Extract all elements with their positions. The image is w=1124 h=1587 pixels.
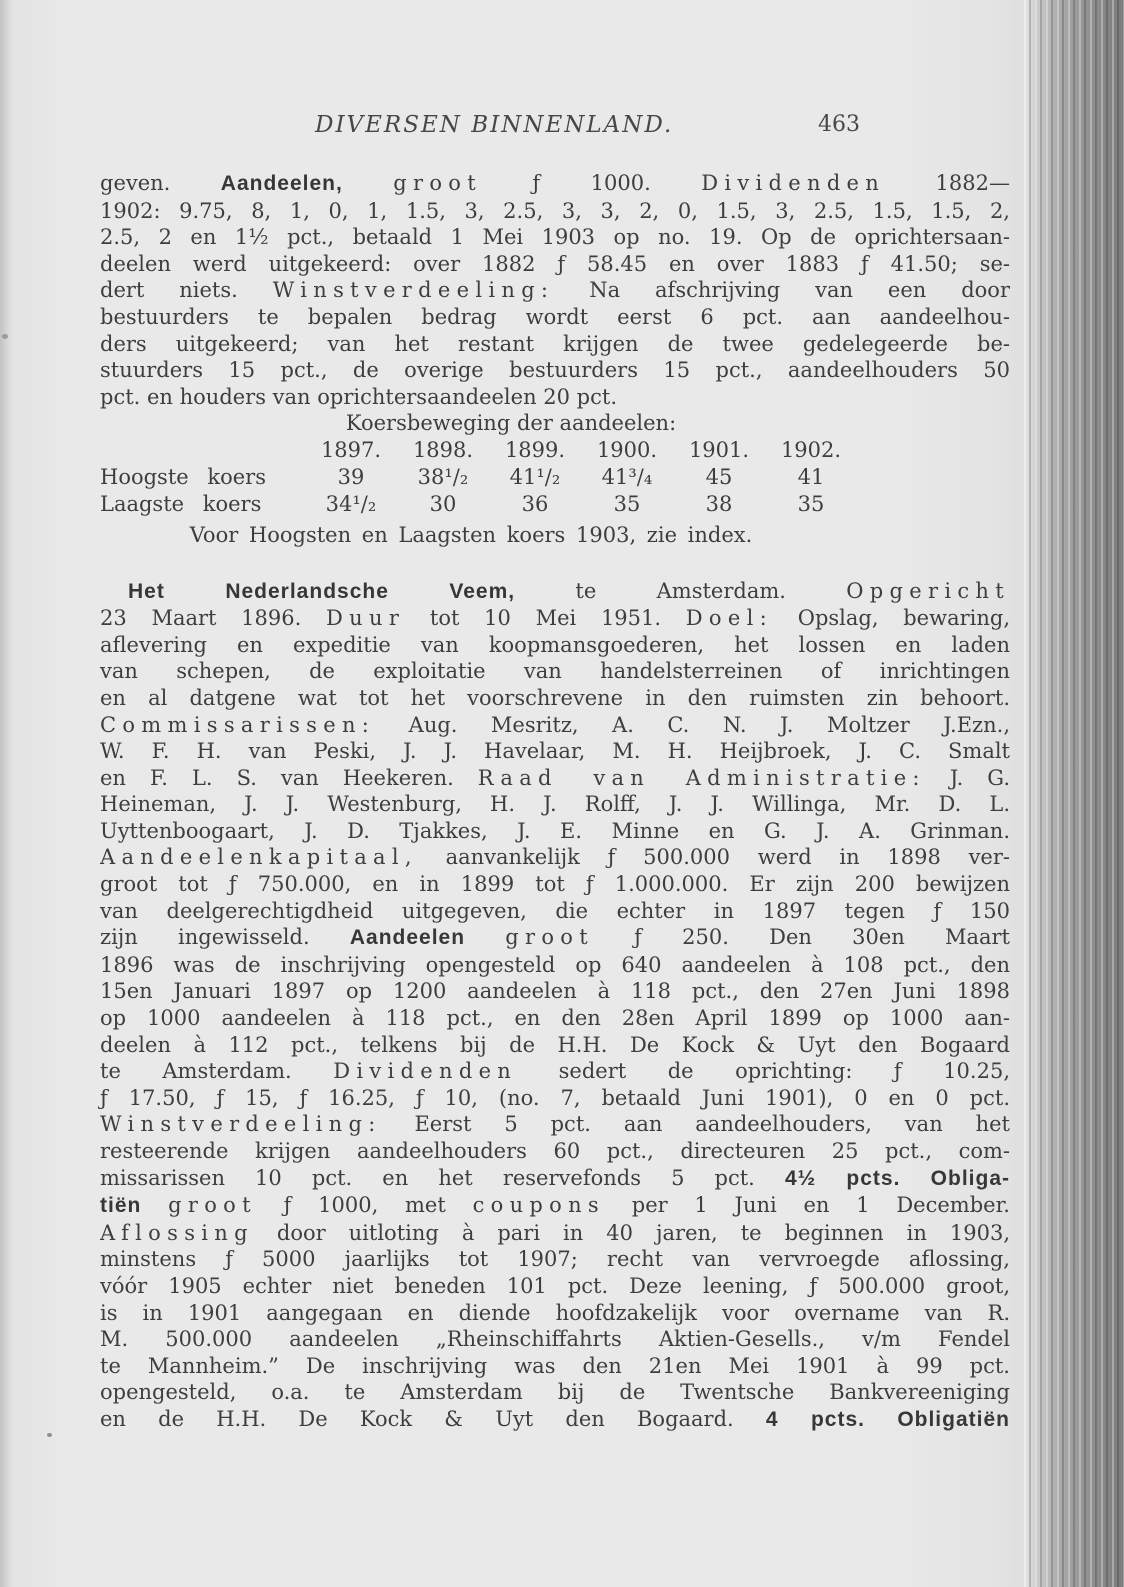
table-cell: 41¹/₂ [509, 464, 561, 489]
text-line [100, 304, 1010, 331]
table-cell: 45 [705, 464, 733, 489]
text-run: M. 500.000 aandeelen „Rheinschiffahrts Aktien-Gesells., v/m Fendel [100, 1327, 1010, 1352]
text-line [100, 1300, 1010, 1327]
text-run: groot [505, 925, 594, 950]
page-content [100, 0, 1010, 1434]
text-run: vóór 1905 echter niet beneden 101 pct. Deze leening, ƒ 500.000 groot, [100, 1273, 1010, 1298]
text-run: Winstverdeeling: [100, 1112, 382, 1137]
year-header-cell: 1900. [596, 437, 658, 462]
text-run: en de H.H. De Kock & Uyt den Bogaard. [100, 1406, 766, 1431]
text-run: groot [168, 1193, 257, 1218]
text-line [100, 251, 1010, 278]
text-line [100, 791, 1010, 818]
text-line [100, 1085, 1010, 1112]
table-cell: 41 [797, 464, 825, 489]
text-run: Aug. Mesritz, A. C. N. J. Moltzer J.Ezn., [375, 712, 1010, 737]
book-binding-page-edges [1024, 0, 1124, 1587]
text-run: Duur [326, 606, 406, 631]
bold-heading-run: 4½ pcts. Obliga- [784, 1166, 1010, 1190]
text-run: te Mannheim.” De inschrijving was den 21en Mei 1901 à 99 pct. [100, 1353, 1010, 1378]
text-line [100, 712, 1010, 739]
text-run: ders uitgekeerd; van het restant krijgen de twee gedelegeerde be- [100, 331, 1010, 356]
text-run: is in 1901 aangegaan en diende hoofdzakelijk voor overname van R. [100, 1300, 1010, 1325]
text-run: ƒ 1000, met [256, 1193, 473, 1218]
text-line [100, 357, 1010, 384]
text-line [100, 605, 1010, 632]
text-line [100, 871, 1010, 898]
text-run: 1896 was de inschrijving opengesteld op 640 aandeelen à 108 pct., den [100, 952, 1010, 977]
text-run: door uitloting à pari in 40 jaren, te beginnen in 1903, [253, 1220, 1010, 1245]
text-run: missarissen 10 pct. en het reservefonds 5 pct. [100, 1165, 785, 1190]
text-line [100, 384, 1010, 411]
text-run: Raad van Administratie: [477, 765, 926, 790]
text-run: geven. [100, 171, 221, 195]
text-line [100, 1379, 1010, 1406]
table-cell: 39 [337, 464, 365, 489]
table-cell: 34¹/₂ [325, 491, 377, 516]
text-line [100, 170, 1010, 198]
text-run: Aflossing [100, 1220, 254, 1245]
text-run: 2.5, 2 en 1½ pct., betaald 1 Mei 1903 op no. 19. Op de oprichtersaan- [100, 225, 1010, 250]
text-line [100, 1005, 1010, 1032]
bold-heading-run: 4 pcts. Obligatiën [765, 1407, 1010, 1431]
text-line [100, 924, 1010, 952]
page-number: 463 [818, 112, 860, 137]
koers-table-note: Voor Hoogsten en Laagsten koers 1903, zie index. [189, 522, 753, 547]
text-line [100, 1273, 1010, 1300]
text-run: Heineman, J. J. Westenburg, H. J. Rolff, J. J. Willinga, Mr. D. L. [100, 792, 1010, 817]
text-line [100, 952, 1010, 979]
koers-table-years-row [100, 437, 1010, 464]
page-header [100, 112, 1010, 140]
text-run: van deelgerechtigdheid uitgegeven, die echter in 1897 tegen ƒ 150 [100, 898, 1010, 923]
text-line [100, 898, 1010, 925]
text-line [100, 1353, 1010, 1380]
text-run: Uyttenboogaart, J. D. Tjakkes, J. E. Minne en G. J. A. Grinman. [100, 818, 1010, 843]
bold-heading-run: Aandeelen [349, 926, 466, 950]
text-line [100, 1220, 1010, 1247]
text-line [100, 1138, 1010, 1165]
year-header-cell: 1902. [780, 437, 842, 462]
text-run: zijn ingewisseld. [100, 925, 350, 950]
text-run: Opgericht [846, 578, 1010, 603]
text-run: W. F. H. van Peski, J. J. Havelaar, M. H. Heijbroek, J. C. Smalt [100, 739, 1010, 764]
text-run: coupons [472, 1193, 605, 1218]
text-run: Opslag, bewaring, [773, 606, 1010, 631]
text-line [100, 1326, 1010, 1353]
text-line [100, 978, 1010, 1005]
text-run: van schepen, de exploitatie van handelsterreinen of inrichtingen [100, 659, 1010, 684]
text-line [100, 224, 1010, 251]
paragraph-aandeelen-dividenden [100, 170, 1010, 410]
text-line [100, 658, 1010, 685]
text-run: Dividenden [701, 171, 886, 195]
text-run: ƒ 17.50, ƒ 15, ƒ 16.25, ƒ 10, (no. 7, betaald Juni 1901), 0 en 0 pct. [100, 1085, 1010, 1110]
text-line [100, 1165, 1010, 1193]
text-line [100, 1406, 1010, 1434]
table-cell: 35 [797, 491, 825, 516]
text-run [141, 1193, 168, 1217]
text-run: te Amsterdam. [100, 1059, 334, 1084]
text-line [100, 1246, 1010, 1273]
bold-heading-run: Aandeelen, [220, 172, 343, 195]
year-header-cell: 1898. [412, 437, 474, 462]
koers-table-body [100, 464, 1010, 518]
text-run: J. G. [925, 765, 1010, 790]
year-header-cell: 1901. [688, 437, 750, 462]
text-run [465, 925, 505, 949]
scan-speck [2, 334, 8, 339]
text-run: Dividenden [333, 1059, 518, 1084]
table-cell: 41³/₄ [601, 464, 653, 489]
table-row [100, 491, 1010, 518]
text-run: op 1000 aandeelen à 118 pct., en den 28en April 1899 op 1000 aan- [100, 1006, 1010, 1031]
table-cell: 36 [521, 491, 549, 516]
text-run: pct. en houders van oprichtersaandeelen 20 pct. [100, 384, 617, 409]
text-line [100, 1192, 1010, 1220]
text-run: en al datgene wat tot het voorschrevene in den ruimsten zin behoort. [100, 685, 1010, 710]
text-run: aflevering en expeditie van koopmansgoederen, het lossen en laden [100, 632, 1010, 657]
paragraph-het-nederlandsche-veem [100, 578, 1010, 1434]
text-run: deelen à 112 pct., telkens bij de H.H. De Kock & Uyt den Bogaard [100, 1032, 1010, 1057]
text-run: Na afschrijving van een door [554, 278, 1010, 303]
text-run: 1902: 9.75, 8, 1, 0, 1, 1.5, 3, 2.5, 3, 3, 2, 0, 1.5, 3, 2.5, 1.5, 1.5, 2, [100, 198, 1010, 223]
text-run: groot [393, 171, 482, 195]
text-run: tot 10 Mei 1951. [405, 606, 686, 631]
text-run: sedert de oprichting: ƒ 10.25, [517, 1059, 1010, 1084]
text-run: ƒ 1000. [482, 171, 702, 195]
text-run: 1882— [885, 171, 1010, 195]
table-cell: 38¹/₂ [417, 464, 469, 489]
text-line [100, 685, 1010, 712]
text-run: en F. L. S. van Heekeren. [100, 765, 478, 790]
text-run: Aandeelenkapitaal, [100, 845, 418, 870]
row-label: Hoogste koers [100, 464, 266, 489]
text-run: groot tot ƒ 750.000, en in 1899 tot ƒ 1.000.000. Er zijn 200 bewijzen [100, 872, 1010, 897]
text-run: opengesteld, o.a. te Amsterdam bij de Twentsche Bankvereeniging [100, 1380, 1010, 1405]
text-run: stuurders 15 pct., de overige bestuurders 15 pct., aandeelhouders 50 [100, 358, 1010, 383]
text-run: te Amsterdam. [515, 578, 847, 603]
text-line [100, 1058, 1010, 1085]
text-line [100, 1032, 1010, 1059]
running-title: DIVERSEN BINNENLAND. [315, 112, 674, 138]
table-row [100, 464, 1010, 491]
text-run: per 1 Juni en 1 December. [604, 1193, 1010, 1218]
text-line [100, 1111, 1010, 1138]
text-line [100, 765, 1010, 792]
koers-table-caption: Koersbeweging der aandeelen: [345, 411, 677, 436]
page-left-edge-shadow [0, 0, 13, 1587]
text-line [100, 277, 1010, 304]
table-cell: 30 [429, 491, 457, 516]
text-line [100, 738, 1010, 765]
text-run: bestuurders te bepalen bedrag wordt eerst 6 pct. aan aandeelhou- [100, 304, 1010, 329]
text-line [100, 844, 1010, 871]
text-line [100, 632, 1010, 659]
bold-heading-run: tiën [100, 1194, 142, 1218]
text-run: 15en Januari 1897 op 1200 aandeelen à 118 pct., den 27en Juni 1898 [100, 979, 1010, 1004]
text-run: Winstverdeeling: [272, 278, 555, 303]
text-run: 23 Maart 1896. [100, 606, 327, 631]
text-line [100, 578, 1010, 606]
scan-speck [47, 1433, 52, 1437]
text-run: Doel: [685, 606, 773, 631]
table-cell: 38 [705, 491, 733, 516]
year-header-cell: 1899. [504, 437, 566, 462]
text-line [100, 818, 1010, 845]
text-run [343, 171, 393, 195]
text-run: deelen werd uitgekeerd: over 1882 ƒ 58.45 en over 1883 ƒ 41.50; se- [100, 251, 1010, 276]
text-run: Commissarissen: [100, 712, 376, 737]
text-line [100, 198, 1010, 225]
table-corner-empty [100, 437, 305, 464]
koers-table [100, 410, 1010, 548]
text-run: Eerst 5 pct. aan aandeelhouders, van het [381, 1112, 1010, 1137]
text-run: aanvankelijk ƒ 500.000 werd in 1898 ver- [417, 845, 1010, 870]
text-line [100, 331, 1010, 358]
text-run: ƒ 250. Den 30en Maart [593, 925, 1010, 950]
row-label: Laagste koers [100, 491, 262, 516]
text-run: resteerende krijgen aandeelhouders 60 pct., directeuren 25 pct., com- [100, 1139, 1010, 1163]
year-header-cell: 1897. [320, 437, 382, 462]
text-run: minstens ƒ 5000 jaarlijks tot 1907; recht van vervroegde aflossing, [100, 1247, 1010, 1272]
bold-heading-run: Het Nederlandsche Veem, [128, 579, 516, 603]
table-cell: 35 [613, 491, 641, 516]
text-run: dert niets. [100, 278, 273, 303]
